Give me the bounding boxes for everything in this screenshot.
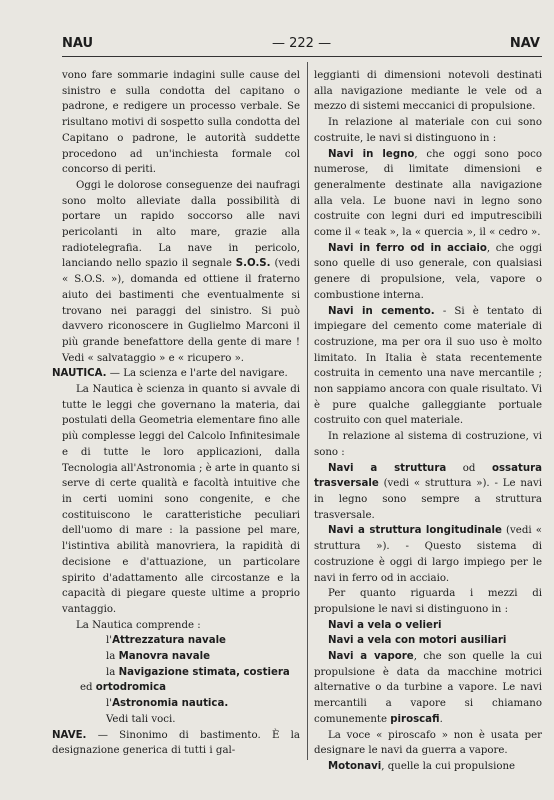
text: l'	[106, 698, 113, 710]
subentry-term: Navi a struttura	[328, 462, 447, 474]
subentry	[314, 523, 542, 586]
sos-term: S.O.S.	[235, 258, 271, 270]
right-column	[314, 68, 542, 775]
subentry-term: Navi a vela o velieri	[328, 619, 442, 631]
header-right-word: NAV	[509, 36, 540, 51]
subentry	[314, 241, 542, 304]
subentry	[314, 759, 542, 775]
subentry	[314, 649, 542, 728]
subentry-term: Navi a vela con motori ausiliari	[328, 635, 507, 647]
list-term: Astronomia nautica.	[112, 698, 229, 710]
entry-definition: — La scienza e l'arte del navigare.	[106, 368, 288, 380]
paragraph: Vedi tali voci.	[106, 713, 176, 725]
piroscafi-term: piroscafi	[390, 713, 440, 725]
list-term: ortodromica	[95, 682, 167, 694]
paragraph	[62, 178, 300, 366]
subentry	[314, 147, 542, 241]
subentry-term: Navi in cemento.	[328, 305, 435, 317]
text: , che oggi sono poco numerose, di limitate dimensioni e generalmente destinate alla navigazione alla vela. Le buone navi in legno sono costruite con legni duri ed imputrescibili come il « teak », la « quercia », il « cedro ».	[314, 148, 542, 239]
list-term: Manovra navale	[118, 651, 210, 663]
subentry-term: Navi in ferro od in acciaio	[328, 242, 487, 254]
text: , che oggi sono quelle di uso generale, con qualsiasi genere di propulsione, vela, vapore o combustione interna.	[314, 242, 542, 301]
subentry-term: Navi in legno	[328, 148, 415, 160]
header-left-word: NAU	[62, 36, 94, 51]
text: (vedi « struttura »). - Le navi in legno sono sempre a struttura trasversale.	[314, 478, 542, 521]
list-term: Navigazione stimata, costiera	[118, 666, 290, 678]
column-separator	[307, 62, 308, 760]
text: (vedi « S.O.S. »), domanda ed ottiene il fraterno aiuto dei bastimenti che eventualmente si trovano nei paraggi del sinistro. Si può davvero riconoscere in Guglielmo Marconi il più grande benefattore della gente di mare ! Vedi « salvataggio » e « ricupero ».	[62, 258, 300, 364]
paragraph: vono fare sommarie indagini sulle cause del sinistro e sulla condotta del capitano o padrone, e redigere un processo verbale. Se risultano motivi di sospetto sulla condotta del Capitano o padrone, le autorità suddette procedono ad un'inchiesta formale col concorso di periti.	[62, 70, 300, 176]
text: od	[446, 462, 492, 474]
text: la	[106, 651, 119, 663]
subentry-term: Motonavi	[328, 760, 382, 772]
paragraph: In relazione al materiale con cui sono costruite, le navi si distinguono in :	[314, 117, 542, 144]
header-rule	[62, 56, 542, 57]
paragraph: leggianti di dimensioni notevoli destinati alla navigazione mediante le vele od a mezzo di sistemi meccanici di propulsione.	[314, 70, 542, 113]
text: ed	[80, 682, 96, 694]
entry-nave	[52, 728, 300, 759]
paragraph: Per quanto riguarda i mezzi di propulsione le navi si distinguono in :	[314, 588, 542, 615]
entry-nautica	[52, 366, 300, 382]
text: l'	[106, 635, 113, 647]
subentry-term: ossatura trasversale	[314, 462, 542, 490]
subentry-term: Navi a struttura longitudinale	[328, 525, 502, 537]
list-item	[62, 665, 300, 681]
page-header	[62, 36, 540, 54]
subentry	[314, 304, 542, 430]
paragraph: In relazione al sistema di costruzione, vi sono :	[314, 431, 542, 458]
text: - Si è tentato di impiegare del cemento come materiale di costruzione, ma per ora il suo uso è molto limitato. In Italia è stata recentemente costruita in cemento una nave mercantile ; non sappiamo ancora con quale risultato. Vi è pure qualche galleggiante portuale costruito con quel materiale.	[314, 305, 542, 427]
text: , quelle la cui propulsione	[381, 760, 516, 772]
list-item	[62, 633, 300, 649]
text: , che son quelle la cui propulsione è data da macchine motrici alternative o da turbine a vapore. Le navi mercantili a vapore si chiamano comunemente	[314, 651, 542, 725]
text: Oggi le dolorose conseguenze dei naufragi sono molto alleviate dalla possibilità di portare un rapido soccorso alle navi pericolanti in alto mare, grazie alla radiotelegrafia. La nave in pericolo, lanciando nello spazio il segnale	[62, 179, 300, 270]
text: (vedi « struttura »). - Questo sistema di costruzione è oggi di largo impiego per le navi in ferro od in acciaio.	[314, 525, 542, 584]
paragraph: La Nautica è scienza in quanto si avvale di tutte le leggi che governano la materia, dai postulati della Geometria elementare fino alle più complesse leggi del Calcolo Infinitesimale e di tutte le loro applicazioni, dalla Tecnologia all'Astronomia ; è arte in quanto si serve di certe qualità e facoltà intuitive che in certi uomini sono congenite, e che costituiscono le caratteristiche peculiari dell'uomo di mare : la passione pel mare, l'istintiva abilità manovriera, la rapidità di decisione e d'attuazione, un particolare spirito d'adattamento alle circostanze e la capacità di piegare queste ultime a proprio vantaggio.	[62, 384, 300, 615]
paragraph: La voce « piroscafo » non è usata per designare le navi da guerra a vapore.	[314, 729, 542, 757]
subentry	[314, 461, 542, 524]
text: .	[439, 713, 443, 725]
entry-definition: — Sinonimo di bastimento. È la designazione generica di tutti i gal-	[52, 729, 300, 757]
list-term: Attrezzatura navale	[112, 635, 226, 647]
subentry-term: Navi a vapore	[328, 651, 414, 663]
entry-term: NAVE.	[52, 729, 87, 741]
list-item	[62, 649, 300, 665]
left-column	[52, 68, 300, 759]
paragraph: La Nautica comprende :	[76, 619, 201, 631]
text: la	[106, 666, 119, 678]
page-number: — 222 —	[272, 36, 332, 51]
entry-term: NAUTICA.	[52, 368, 107, 380]
list-item	[62, 696, 300, 712]
list-item-continuation	[62, 680, 300, 696]
